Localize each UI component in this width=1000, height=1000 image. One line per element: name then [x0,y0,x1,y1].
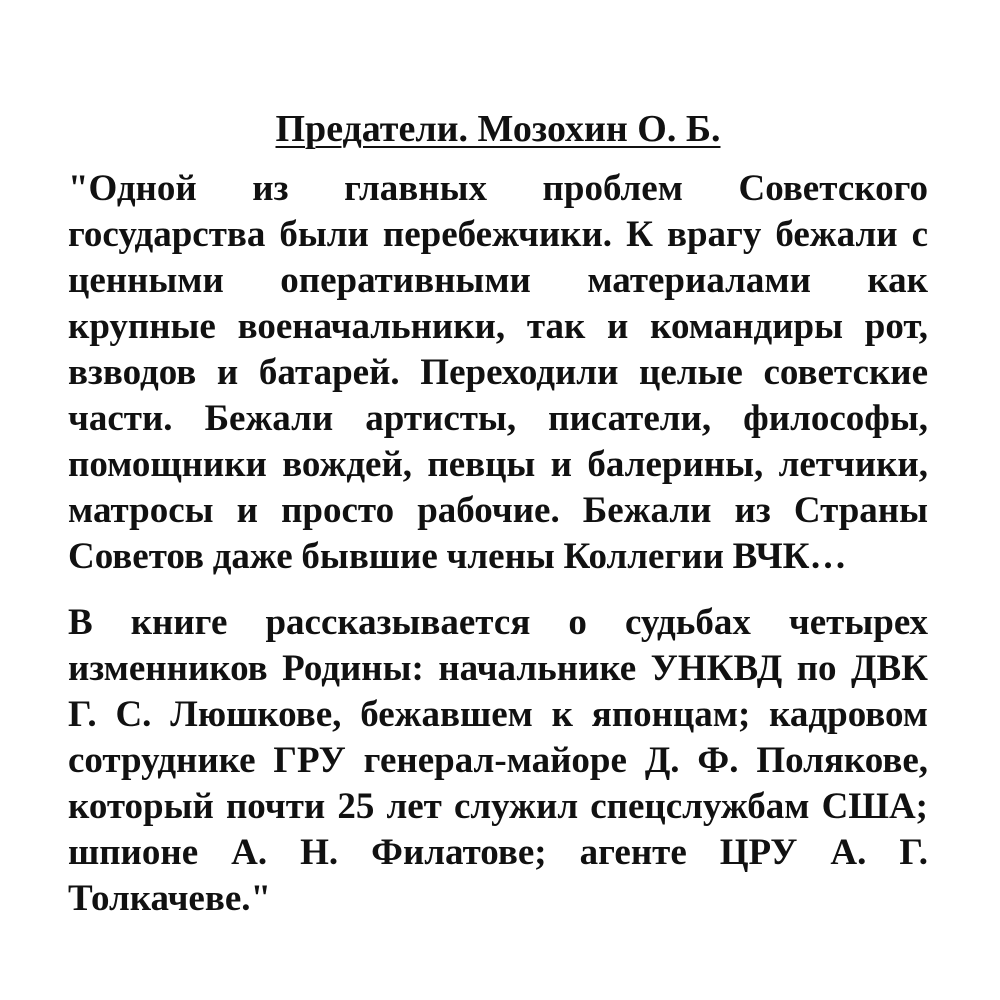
book-title [68,106,928,152]
description-paragraph-2: В книге рассказывается о судьбах четырех изменников Родины: начальнике УНКВД по ДВК Г. С. Люшкове, бежавшем к японцам; кадровом сотруднике ГРУ генерал-майоре Д. Ф. Полякове, который почти 25 лет служил спецслужбам США; шпионе А. Н. Филатове; агенте ЦРУ А. Г. Толкачеве." [68,602,928,919]
book-description [68,106,928,922]
description-paragraph-1: "Одной из главных проблем Советского государства были перебежчики. К врагу бежали с ценными оперативными материалами как крупные военачальники, так и командиры рот, взводов и батарей. Переходили целые советские части. Бежали артисты, писатели, философы, помощники вождей, певцы и балерины, летчики, матросы и просто рабочие. Бежали из Страны Советов даже бывшие члены Коллегии ВЧК… [68,168,928,577]
book-title-text: Предатели. Мозохин О. Б. [275,108,721,150]
